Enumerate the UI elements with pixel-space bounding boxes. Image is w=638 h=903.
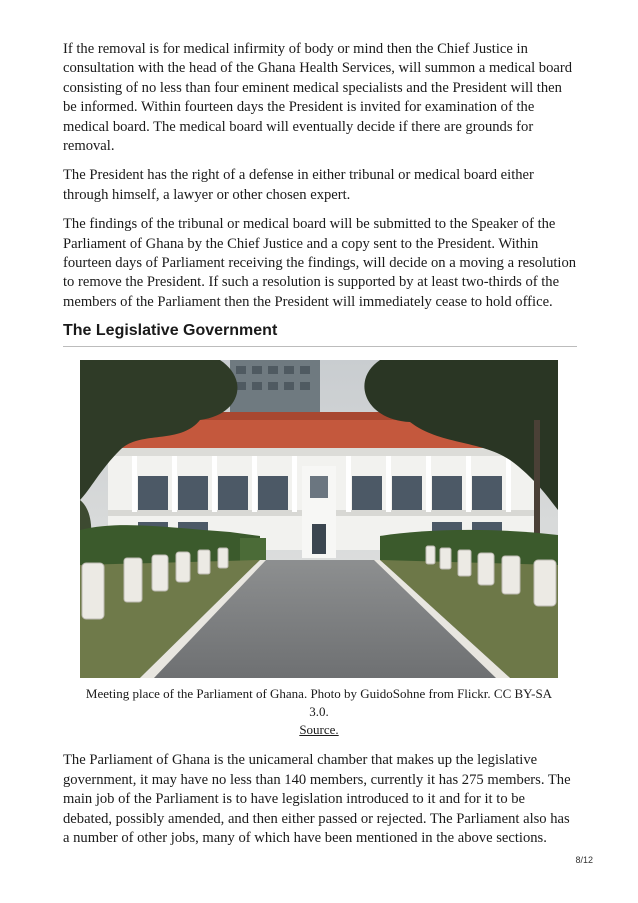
- source-link[interactable]: Source.: [299, 722, 339, 738]
- paragraph-findings: The findings of the tribunal or medical board will be submitted to the Speaker of the Parliament of Ghana by the Chief Justice and a copy sent to the President. Within fourteen days of Parliament receiving the findings, will decide on a moving a resolution to remove the President. If such a resolution is supported by at least two-thirds of the members of the Parliament then the President will immediately cease to hold office.: [63, 216, 577, 310]
- paragraph-parliament: The Parliament of Ghana is the unicameral chamber that makes up the legislative government, it may have no less than 140 members, currently it has 275 members. The main job of the Parliament is to have legislation introduced to it and for it to be debated, possibly amended, and then either passed or rejected. The Parliament also has a number of other jobs, many of which have been mentioned in the above sections.: [63, 752, 571, 846]
- paragraph-defense-right: The President has the right of a defense in either tribunal or medical board either through himself, a lawyer or other chosen expert.: [63, 167, 534, 203]
- parliament-photo: [80, 360, 558, 678]
- caption-text: Meeting place of the Parliament of Ghana. Photo by GuidoSohne from Flickr. CC BY-SA 3.0.: [85, 686, 553, 720]
- figure-caption: [80, 685, 558, 739]
- section-heading: The Legislative Government: [63, 322, 577, 347]
- paragraph-medical-board: If the removal is for medical infirmity of body or mind then the Chief Justice in consultation with the head of the Ghana Health Services, will summon a medical board consisting of no less than four eminent medical specialists and the President will then be informed. Within fourteen days the President is invited for examination of the medical board. The medical board will eventually decide if there are grounds for removal.: [63, 41, 573, 155]
- after-figure: [63, 751, 577, 848]
- page-number: 8/12: [575, 855, 593, 865]
- figure: [80, 360, 558, 739]
- article-body: [63, 40, 577, 858]
